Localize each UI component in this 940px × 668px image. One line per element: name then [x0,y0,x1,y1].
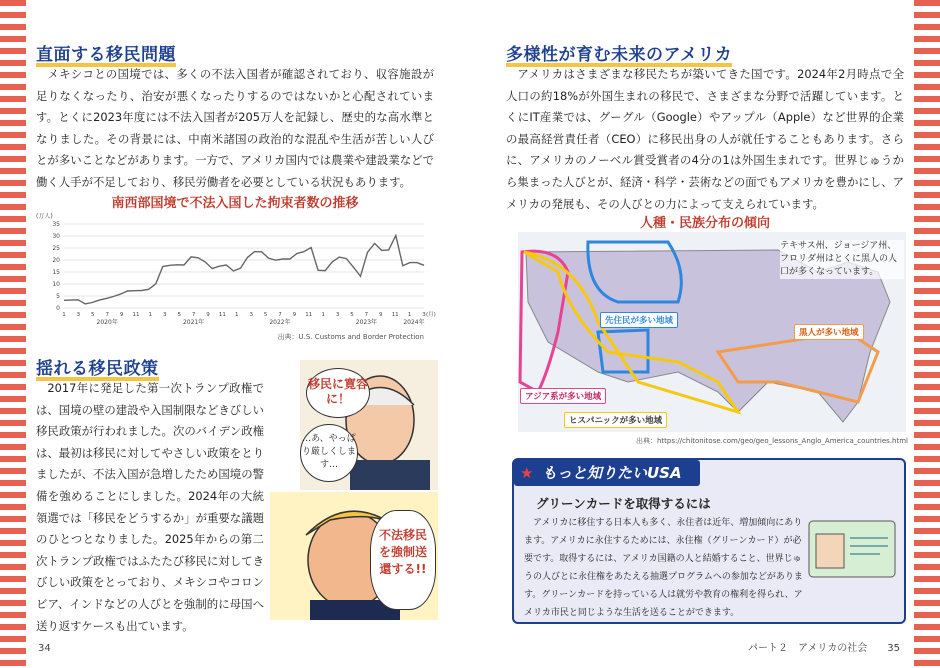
paragraph: アメリカはさまざまな移民たちが築いてきた国です。2024年2月時点で全人口の約18%が外国生まれの移民で、さまざまな分野で活躍しています。とくにIT産業では、グーグル（Google）やアップル（Apple）など世界的企業の最高経営責任者（CEO）に移民出身の人が就任することもあります。さらに、アメリカのノーベル賞受賞者の4分の1は外国生まれです。世界じゅうから集まった人びとが、経済・科学・芸術などの面でもアメリカを豊かにし、アメリカの発展も、その人びとの力によって支えられています。 [506,67,904,211]
biden-mutter-text: …あ、やっぱり厳しくします… [301,434,356,470]
biden-speech-bubble [306,368,370,418]
x-tick-label: 9 [206,312,210,318]
x-tick-label: 3 [335,312,340,318]
box-body [524,514,804,622]
page-number: 35 [887,643,900,654]
x-tick-label: 11 [132,312,140,318]
y-tick-label: 35 [52,221,60,228]
native-region-label: 先住民が多い地域 [600,312,678,328]
y-tick-label: 10 [52,281,60,288]
map-source: 出典：https://chitonitose.com/geo/geo_lessons_Anglo_America_countries.html [635,437,908,445]
year-label: 2024年 [403,319,425,326]
x-tick-label: 1 [62,312,66,318]
section-body-diversity [506,64,904,215]
politician-illustration [270,360,440,620]
chart-title-text: 南西部国境で不法入国した拘束者数の推移 [111,196,359,211]
border-apprehensions-line-chart [34,212,434,332]
x-tick-label: 11 [391,312,399,318]
right-decorative-stripes [914,0,940,668]
right-page [496,0,914,668]
y-tick-label: 30 [52,233,60,240]
page-number-right [748,639,900,654]
star-icon: ★ [520,464,534,482]
x-tick-label: 5 [350,312,354,318]
y-tick-label: 15 [52,269,60,276]
chart-title [26,192,444,211]
x-tick-label: 1 [321,312,325,318]
section-body-immigration-policy [36,378,264,637]
left-decorative-stripes [0,0,26,668]
y-tick-label: 5 [56,293,60,300]
trump-bubble-text: 不法移民を強制送還する!! [378,528,427,576]
box-banner-text: もっと知りたいUSA [542,464,682,482]
x-tick-label: 7 [364,312,369,318]
section-title-diversity: 多様性が育む未来のアメリカ [506,40,732,65]
more-about-usa-box [512,458,906,624]
footer-part: パート２ アメリカの社会 [747,643,868,654]
biden-mutter-bubble [300,424,358,482]
x-tick-label: 9 [292,312,297,318]
us-ethnic-map [518,232,906,432]
asian-region-label: アジア系が多い地域 [520,388,606,404]
box-subtitle: グリーンカードを取得するには [536,496,711,511]
x-tick-label: 9 [119,312,124,318]
x-tick-label: 11 [305,312,313,318]
x-axis-unit: (月) [426,312,436,318]
map-title-text: 人種・民族分布の傾向 [639,216,770,231]
trump-speech-bubble [370,510,436,610]
map-title [496,212,914,231]
y-tick-label: 0 [56,305,60,312]
paragraph: アメリカに移住する日本人も多く、永住者は近年、増加傾向にあります。アメリカに永住するためには、永住権（グリーンカード）が必要です。取得するには、アメリカ国籍の人と結婚すること、世界じゅうの人びとに永住権をあたえる抽選プログラムへの参加などがあります。グリーンカードを持っている人は就労や教育の権利を得られ、アメリカ市民と同じような生活を送ることができます。 [524,518,803,618]
black-region-label: 黒人が多い地域 [794,324,864,340]
paragraph: 2017年に発足した第一次トランプ政権では、国境の壁の建設や入国制限などきびしい移民政策が行われました。次のバイデン政権は、最初は移民に対してやさしい政策をとりましたが、不法入国が急増したため国境の警備を強めることにしました。2024年の大統領選では「移民をどうするか」が重要な議題のひとつとなりました。2025年からの第二次トランプ政権ではふたたび移民に対してきびしい政策をとっており、メキシコやコロンビア、インドなどの人びとを強制的に母国へ送り返すケースも出ています。 [36,381,264,633]
x-tick-label: 7 [105,312,109,318]
x-tick-label: 7 [191,312,196,318]
x-tick-label: 3 [76,312,81,318]
x-tick-label: 3 [163,312,167,318]
section-title-immigration-issue: 直面する移民問題 [36,40,176,65]
y-tick-label: 20 [52,257,60,264]
x-tick-label: 5 [91,312,95,318]
hispanic-region-label: ヒスパニックが多い地域 [564,412,667,428]
green-card-illustration [808,520,898,580]
biden-bubble-text: 移民に寛容に！ [307,377,368,406]
y-axis-unit: (万人) [36,213,53,220]
section-body-immigration-issue [36,64,434,194]
y-tick-label: 25 [52,245,60,252]
x-tick-label: 3 [249,312,253,318]
left-page [26,0,444,668]
year-label: 2022年 [269,319,291,326]
x-tick-label: 5 [177,312,181,318]
year-label: 2021年 [182,319,205,326]
x-tick-label: 1 [407,312,412,318]
x-tick-label: 7 [278,312,282,318]
chart-source: 出典：U.S. Customs and Border Protection [277,333,424,341]
year-label: 2023年 [355,319,378,326]
paragraph: メキシコとの国境では、多くの不法入国者が確認されており、収容施設が足りなくなったり、治安が悪くなったりするのではないかと心配されています。とくに2023年度には不法入国者が205万人を記録し、歴史的な高水準となりました。その背景には、中南米諸国の政治的な混乱や生活が苦しい人びとが多いことなどがあります。一方で、アメリカ国内では農業や建設業などで働く人手が不足しており、移民労働者を必要としている状況もあります。 [36,67,434,189]
box-banner [514,460,700,486]
section-title-immigration-policy: 揺れる移民政策 [36,354,159,379]
map-note: テキサス州、ジョージア州、フロリダ州はとくに黒人の人口が多くなっています。 [780,240,904,279]
x-tick-label: 5 [263,312,268,318]
x-tick-label: 1 [235,312,239,318]
series-line [64,236,424,304]
page-number-left: 34 [38,643,51,654]
x-tick-label: 3 [422,312,426,318]
x-tick-label: 9 [379,312,383,318]
x-tick-label: 11 [218,312,226,318]
x-tick-label: 1 [148,312,153,318]
book-spine [444,0,496,668]
year-label: 2020年 [96,319,118,326]
